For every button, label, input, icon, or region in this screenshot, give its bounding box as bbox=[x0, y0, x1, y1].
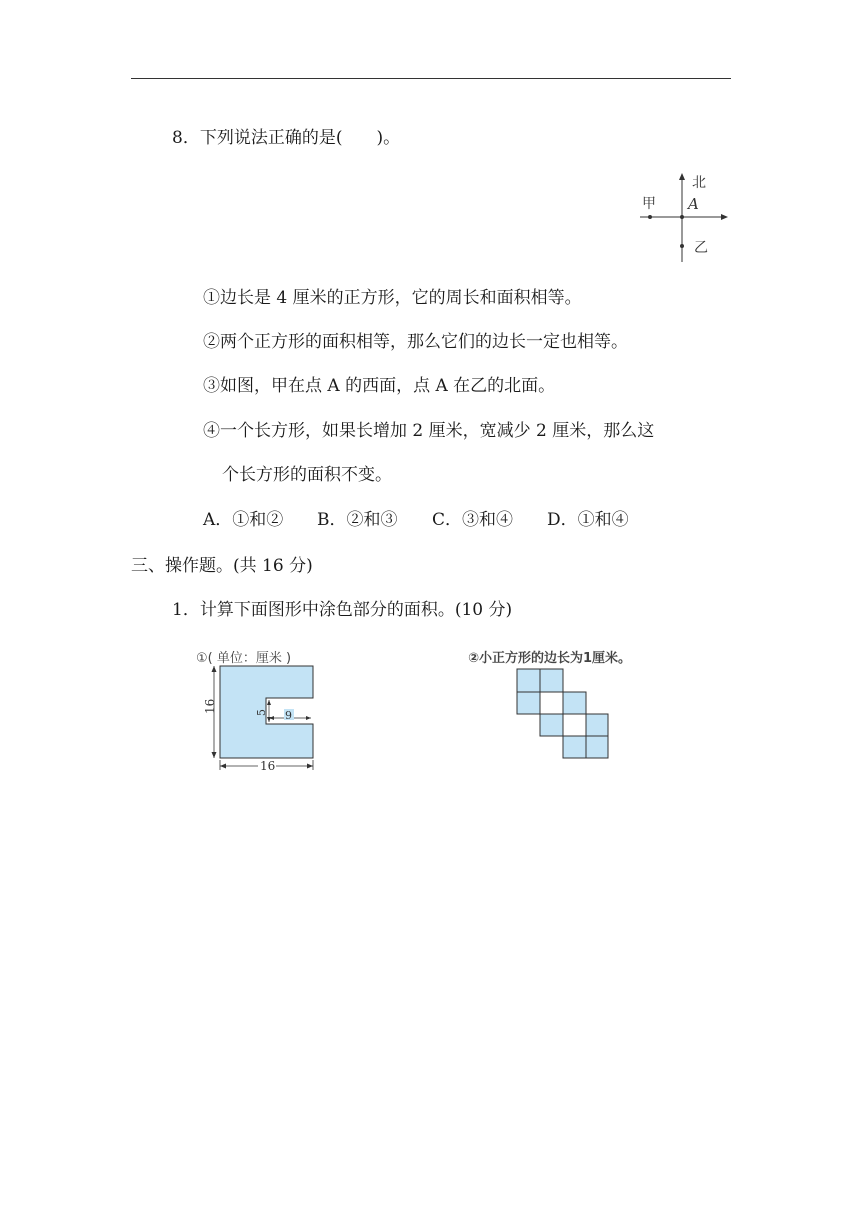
figure1-height-label: 16 bbox=[203, 698, 217, 714]
arrow-down-icon bbox=[212, 752, 217, 758]
point-a-label: A bbox=[688, 195, 699, 213]
arrow-left-icon bbox=[220, 764, 226, 769]
grid-cell-shaded bbox=[517, 692, 540, 714]
figure1-notch-width-label: 9 bbox=[285, 709, 292, 722]
q8-statement-4: ④一个长方形，如果长增加 2 厘米，宽减少 2 厘米，那么这 bbox=[203, 421, 655, 441]
q8-statement-2: ②两个正方形的面积相等，那么它们的边长一定也相等。 bbox=[203, 332, 628, 352]
grid-cell-shaded bbox=[563, 692, 586, 714]
north-label: 北 bbox=[692, 175, 706, 191]
q8-statement-3: ③如图，甲在点 A 的西面，点 A 在乙的北面。 bbox=[203, 376, 556, 396]
q8-statement-4-cont: 个长方形的面积不变。 bbox=[222, 465, 392, 485]
q8-option-b: B．②和③ bbox=[317, 510, 398, 530]
arrow-up-small-icon bbox=[267, 700, 271, 705]
arrow-up-icon bbox=[212, 666, 217, 672]
q8-option-a: A．①和② bbox=[203, 510, 284, 530]
grid-cell-shaded bbox=[517, 669, 540, 692]
figure1-label: ①( 单位：厘米 ) bbox=[196, 651, 292, 666]
point-jia-dot bbox=[648, 215, 652, 219]
q8-stem: 8．下列说法正确的是( )。 bbox=[172, 128, 401, 148]
compass-diagram bbox=[634, 170, 734, 266]
q8-option-d: D．①和④ bbox=[547, 510, 629, 530]
grid-cell-shaded bbox=[563, 736, 586, 758]
section3-title: 三、操作题。(共 16 分) bbox=[131, 556, 313, 576]
grid-cell-shaded bbox=[586, 736, 608, 758]
point-jia-label: 甲 bbox=[642, 196, 656, 212]
section3-q1: 1．计算下面图形中涂色部分的面积。(10 分) bbox=[172, 600, 513, 620]
header-rule bbox=[131, 78, 731, 79]
figure2-label: ②小正方形的边长为1厘米。 bbox=[468, 651, 632, 666]
point-yi-label: 乙 bbox=[694, 240, 708, 256]
grid-cell-shaded bbox=[540, 714, 563, 736]
point-yi-dot bbox=[680, 244, 684, 248]
grid-cell-shaded bbox=[586, 714, 608, 736]
figure1-notch-height-label: 5 bbox=[255, 709, 268, 716]
q8-option-c: C．③和④ bbox=[432, 510, 514, 530]
north-arrow-icon bbox=[679, 173, 685, 180]
arrow-right-small-icon bbox=[306, 716, 311, 720]
grid-cell-shaded bbox=[540, 669, 563, 692]
grid-cell-blank bbox=[540, 692, 563, 714]
east-arrow-icon bbox=[721, 214, 728, 220]
q8-statement-1: ①边长是 4 厘米的正方形，它的周长和面积相等。 bbox=[203, 288, 582, 308]
point-a-dot bbox=[680, 215, 684, 219]
figure2-grid bbox=[515, 667, 610, 761]
figure1-c-shape bbox=[200, 662, 325, 774]
grid-cell-blank bbox=[563, 714, 586, 736]
figure1-width-label: 16 bbox=[260, 759, 276, 773]
arrow-right-icon bbox=[307, 764, 313, 769]
